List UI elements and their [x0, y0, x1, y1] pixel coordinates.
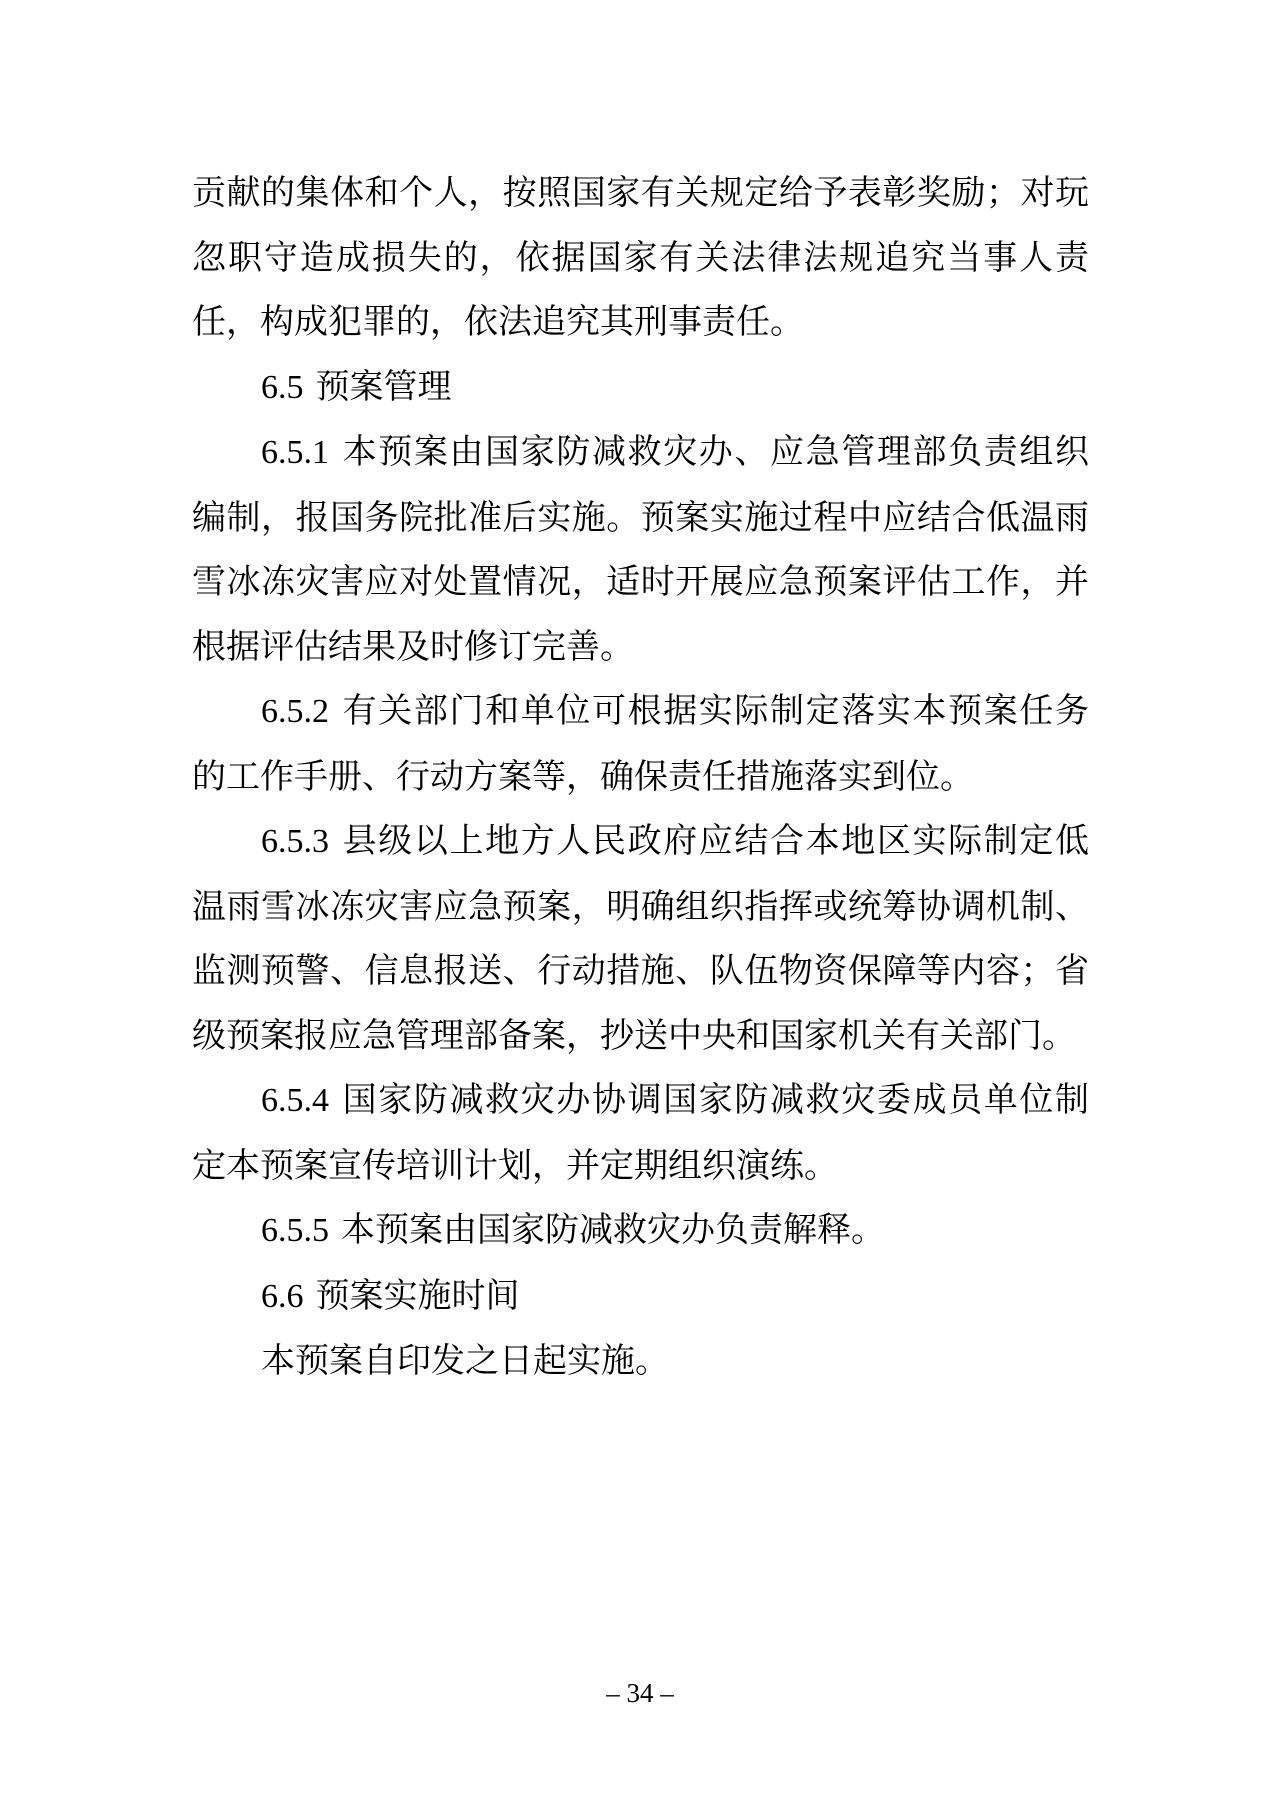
text-line: [192, 809, 1089, 875]
section-number: 6.5.5: [261, 1212, 329, 1249]
text-line: [192, 745, 1089, 810]
text-line: [192, 679, 1089, 745]
text-line: [192, 1264, 1089, 1330]
text-line: [192, 226, 1089, 291]
line-text: 本预案自印发之日起实施。: [261, 1342, 669, 1380]
line-text: 温雨雪冰冻灾害应急预案，明确组织指挥或统筹协调机制、: [192, 887, 1089, 926]
text-line: [192, 615, 1089, 680]
text-line: [192, 161, 1089, 226]
page-number: – 34 –: [606, 1678, 674, 1708]
line-text: 任，构成犯罪的，依法追究其刑事责任。: [192, 303, 804, 341]
line-text: 本预案由国家防减救灾办、应急管理部负责组织: [341, 433, 1089, 471]
line-text: 根据评估结果及时修订完善。: [192, 627, 634, 666]
line-text: 预案实施时间: [315, 1276, 520, 1315]
text-line: [192, 1004, 1089, 1069]
text-line: [192, 1134, 1089, 1199]
section-number: 6.5.3: [261, 823, 329, 860]
text-line: [192, 939, 1089, 1004]
line-text: 的工作手册、行动方案等，确保责任措施落实到位。: [192, 757, 974, 796]
section-number: 6.5.4: [261, 1082, 329, 1119]
line-text: 编制，报国务院批准后实施。预案实施过程中应结合低温雨: [192, 498, 1089, 537]
section-number: 6.5.1: [261, 434, 329, 471]
line-text: 预案管理: [315, 367, 452, 406]
text-line: [192, 550, 1089, 615]
line-text: 监测预警、信息报送、行动措施、队伍物资保障等内容；省: [192, 952, 1089, 990]
text-line: [192, 1198, 1089, 1264]
section-number: 6.6: [261, 1277, 304, 1315]
text-line: [192, 355, 1089, 421]
text-line: [192, 420, 1089, 486]
line-text: 有关部门和单位可根据实际制定落实本预案任务: [341, 692, 1089, 730]
section-number: 6.5: [261, 368, 304, 406]
line-text: 级预案报应急管理部备案，抄送中央和国家机关有关部门。: [192, 1016, 1076, 1055]
line-text: 国家防减救灾办协调国家防减救灾委成员单位制: [341, 1081, 1089, 1119]
text-line: [192, 486, 1089, 551]
line-text: 忽职守造成损失的，依据国家有关法律法规追究当事人责: [192, 238, 1089, 277]
text-line: [192, 1068, 1089, 1134]
line-text: 定本预案宣传培训计划，并定期组织演练。: [192, 1146, 838, 1185]
line-text: 雪冰冻灾害应对处置情况，适时开展应急预案评估工作，并: [192, 563, 1089, 601]
section-number: 6.5.2: [261, 693, 329, 730]
text-line: [192, 1329, 1089, 1394]
line-text: 县级以上地方人民政府应结合本地区实际制定低: [341, 822, 1089, 860]
line-text: 贡献的集体和个人，按照国家有关规定给予表彰奖励；对玩: [192, 174, 1089, 212]
line-text: 本预案由国家防减救灾办负责解释。: [341, 1211, 885, 1249]
document-body: [192, 161, 1089, 1394]
text-line: [192, 290, 1089, 355]
text-line: [192, 875, 1089, 940]
